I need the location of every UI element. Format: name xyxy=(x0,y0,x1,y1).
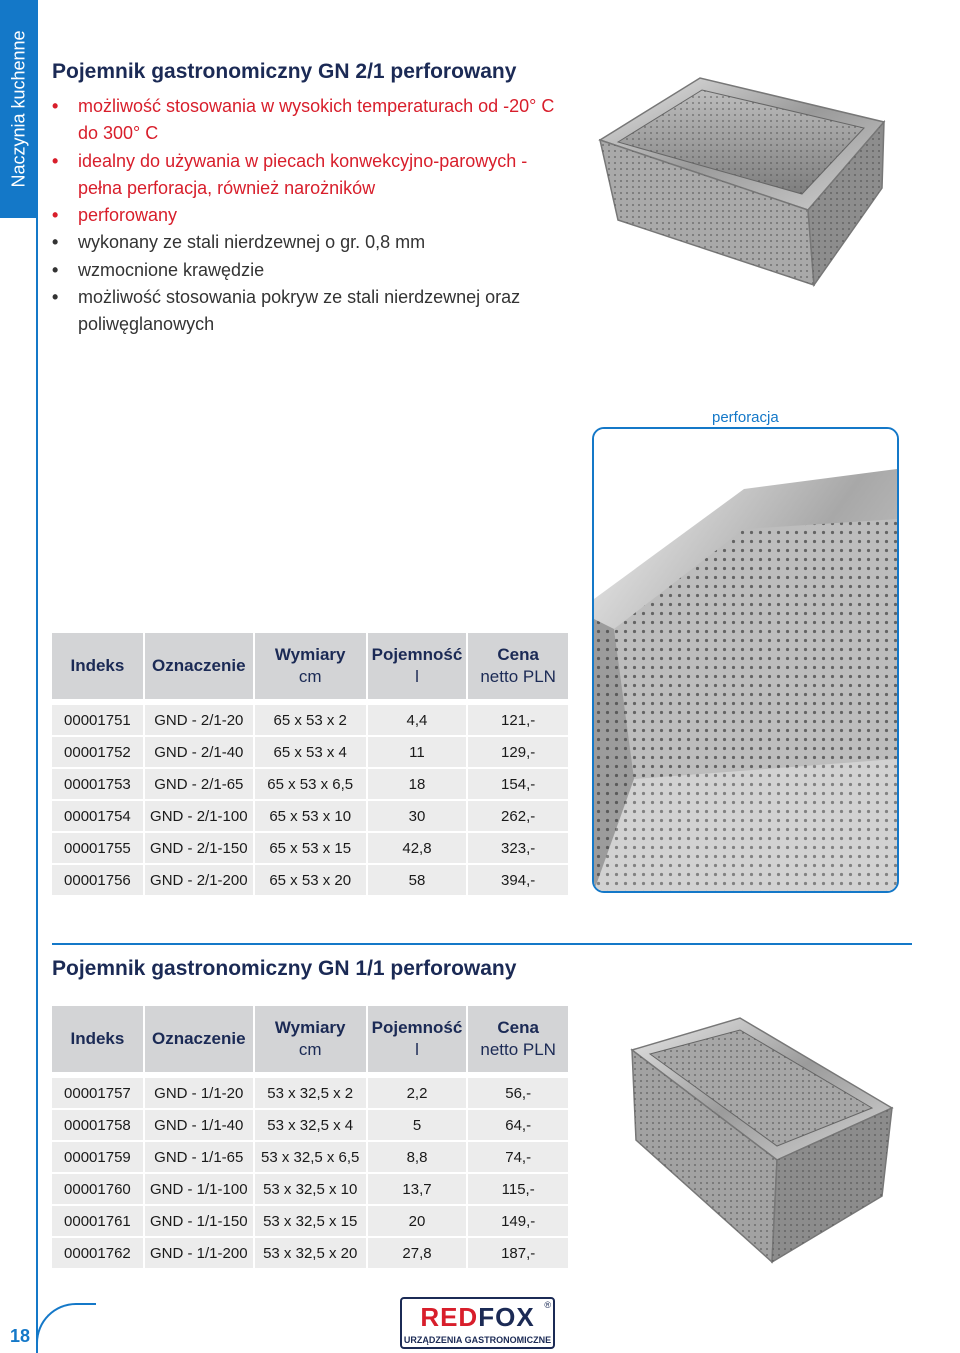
table-cell: 00001758 xyxy=(52,1108,145,1140)
table-cell: 65 x 53 x 15 xyxy=(255,831,368,863)
feature-list xyxy=(52,93,572,339)
table-cell: GND - 2/1-200 xyxy=(145,863,255,895)
table-cell: 13,7 xyxy=(368,1172,469,1204)
bullet-icon: • xyxy=(52,287,59,308)
bullet-icon: • xyxy=(52,232,59,253)
column-header-designation xyxy=(145,633,255,699)
table-cell: GND - 1/1-150 xyxy=(145,1204,255,1236)
column-header-dimensions xyxy=(255,1006,368,1072)
table-cell: 42,8 xyxy=(368,831,469,863)
product-photo-gn11 xyxy=(572,1000,902,1280)
feature-item xyxy=(52,257,572,284)
table-row xyxy=(52,799,568,831)
table-cell: 00001752 xyxy=(52,735,145,767)
column-header-capacity xyxy=(368,633,469,699)
table-cell: 65 x 53 x 20 xyxy=(255,863,368,895)
table-cell: GND - 1/1-200 xyxy=(145,1236,255,1268)
column-header-label: Oznaczenie xyxy=(152,656,246,675)
feature-item xyxy=(52,229,572,256)
feature-text: możliwość stosowania pokryw ze stali nierdzewnej oraz poliwęglanowych xyxy=(78,287,521,335)
table-cell: 20 xyxy=(368,1204,469,1236)
table-cell: 00001760 xyxy=(52,1172,145,1204)
column-header-label: Wymiary xyxy=(274,645,346,664)
table-cell: 53 x 32,5 x 2 xyxy=(255,1072,368,1108)
table-cell: 323,- xyxy=(468,831,568,863)
table-cell: 65 x 53 x 10 xyxy=(255,799,368,831)
perforation-detail-photo xyxy=(592,427,899,893)
table-cell: 65 x 53 x 6,5 xyxy=(255,767,368,799)
table-cell: 00001751 xyxy=(52,699,145,735)
table-cell: 53 x 32,5 x 20 xyxy=(255,1236,368,1268)
table-cell: GND - 1/1-40 xyxy=(145,1108,255,1140)
section1-title: Pojemnik gastronomiczny GN 2/1 perforowany xyxy=(52,60,517,83)
bullet-icon: • xyxy=(52,150,59,171)
feature-text: idealny do używania w piecach konwekcyjno-parowych - pełna perforacja, również narożników xyxy=(78,150,528,198)
table-row xyxy=(52,831,568,863)
section-divider xyxy=(52,943,912,945)
section2-title: Pojemnik gastronomiczny GN 1/1 perforowany xyxy=(52,957,517,980)
table-cell: 58 xyxy=(368,863,469,895)
bullet-icon: • xyxy=(52,96,59,116)
column-header-capacity xyxy=(368,1006,469,1072)
page-frame-corner xyxy=(36,1303,96,1353)
table-row xyxy=(52,1140,568,1172)
column-header-unit: l xyxy=(415,1040,419,1059)
category-label: Naczynia kuchenne xyxy=(8,30,28,188)
table-cell: 394,- xyxy=(468,863,568,895)
table-cell: 53 x 32,5 x 4 xyxy=(255,1108,368,1140)
table-row xyxy=(52,1108,568,1140)
spec-table-gn21 xyxy=(52,633,568,895)
table-row xyxy=(52,699,568,735)
table-row xyxy=(52,767,568,799)
column-header-label: Oznaczenie xyxy=(152,1029,246,1048)
column-header-price xyxy=(468,1006,568,1072)
table-cell: 30 xyxy=(368,799,469,831)
table-cell: GND - 2/1-40 xyxy=(145,735,255,767)
table-cell: 00001754 xyxy=(52,799,145,831)
feature-item xyxy=(52,284,572,339)
table-cell: 18 xyxy=(368,767,469,799)
column-header-price xyxy=(468,633,568,699)
bullet-icon: • xyxy=(52,259,59,280)
table-cell: GND - 2/1-65 xyxy=(145,767,255,799)
table-cell: 56,- xyxy=(468,1072,568,1108)
table-cell: 262,- xyxy=(468,799,568,831)
table-cell: 65 x 53 x 2 xyxy=(255,699,368,735)
bullet-icon: • xyxy=(52,205,59,226)
table-cell: 53 x 32,5 x 6,5 xyxy=(255,1140,368,1172)
table-cell: GND - 2/1-100 xyxy=(145,799,255,831)
logo-tagline: URZĄDZENIA GASTRONOMICZNE xyxy=(403,1335,552,1345)
column-header-unit: cm xyxy=(298,667,322,686)
table-row xyxy=(52,1172,568,1204)
table-cell: 53 x 32,5 x 10 xyxy=(255,1172,368,1204)
feature-item xyxy=(52,202,572,229)
column-header-designation xyxy=(145,1006,255,1072)
column-header-dimensions xyxy=(255,633,368,699)
logo-brand xyxy=(402,1302,553,1333)
page-number: 18 xyxy=(10,1326,31,1346)
table-cell: 121,- xyxy=(468,699,568,735)
table-cell: 8,8 xyxy=(368,1140,469,1172)
table-cell: 187,- xyxy=(468,1236,568,1268)
feature-text: perforowany xyxy=(78,205,178,226)
feature-text: wzmocnione krawędzie xyxy=(78,259,265,280)
table-row xyxy=(52,863,568,895)
table-cell: 65 x 53 x 4 xyxy=(255,735,368,767)
category-side-tab xyxy=(0,0,37,218)
column-header-index xyxy=(52,633,145,699)
table-cell: GND - 1/1-100 xyxy=(145,1172,255,1204)
table-cell: 00001761 xyxy=(52,1204,145,1236)
table-cell: 00001762 xyxy=(52,1236,145,1268)
table-cell: GND - 2/1-20 xyxy=(145,699,255,735)
table-cell: 00001759 xyxy=(52,1140,145,1172)
column-header-unit: netto PLN xyxy=(480,667,556,686)
column-header-unit: netto PLN xyxy=(480,1040,556,1059)
column-header-label: Cena xyxy=(497,1018,539,1037)
feature-item xyxy=(52,148,572,203)
feature-text: wykonany ze stali nierdzewnej o gr. 0,8 mm xyxy=(78,232,426,253)
table-cell: 4,4 xyxy=(368,699,469,735)
table-cell: 115,- xyxy=(468,1172,568,1204)
table-row xyxy=(52,1072,568,1108)
table-cell: GND - 2/1-150 xyxy=(145,831,255,863)
table-cell: 149,- xyxy=(468,1204,568,1236)
spec-table-gn11 xyxy=(52,1006,568,1268)
table-row xyxy=(52,735,568,767)
table-cell: 2,2 xyxy=(368,1072,469,1108)
table-cell: 00001756 xyxy=(52,863,145,895)
column-header-label: Cena xyxy=(497,645,539,664)
table-row xyxy=(52,1236,568,1268)
table-cell: 00001755 xyxy=(52,831,145,863)
table-row xyxy=(52,1204,568,1236)
logo-brand-red: RED xyxy=(420,1302,479,1332)
table-cell: 154,- xyxy=(468,767,568,799)
redfox-logo xyxy=(400,1297,555,1349)
table-cell: 00001753 xyxy=(52,767,145,799)
column-header-unit: cm xyxy=(298,1040,322,1059)
column-header-label: Indeks xyxy=(70,656,125,675)
table-cell: 129,- xyxy=(468,735,568,767)
logo-brand-blue: FOX xyxy=(478,1302,535,1332)
page-frame-line xyxy=(36,0,38,1353)
column-header-label: Pojemność xyxy=(371,1018,463,1037)
table-cell: 5 xyxy=(368,1108,469,1140)
table-cell: 53 x 32,5 x 15 xyxy=(255,1204,368,1236)
table-cell: 00001757 xyxy=(52,1072,145,1108)
table-cell: 11 xyxy=(368,735,469,767)
table-cell: GND - 1/1-65 xyxy=(145,1140,255,1172)
column-header-label: Indeks xyxy=(70,1029,125,1048)
table-cell: 74,- xyxy=(468,1140,568,1172)
registered-mark: ® xyxy=(544,1300,551,1310)
feature-item xyxy=(52,93,572,148)
feature-text: możliwość stosowania w wysokich temperaturach od -20° C do 300° C xyxy=(78,96,555,144)
column-header-index xyxy=(52,1006,145,1072)
table-cell: 64,- xyxy=(468,1108,568,1140)
product-photo-gn21 xyxy=(582,70,902,320)
table-cell: 27,8 xyxy=(368,1236,469,1268)
table-cell: GND - 1/1-20 xyxy=(145,1072,255,1108)
perforation-label: perforacja xyxy=(712,409,779,426)
column-header-label: Pojemność xyxy=(371,645,463,664)
column-header-label: Wymiary xyxy=(274,1018,346,1037)
column-header-unit: l xyxy=(415,667,419,686)
